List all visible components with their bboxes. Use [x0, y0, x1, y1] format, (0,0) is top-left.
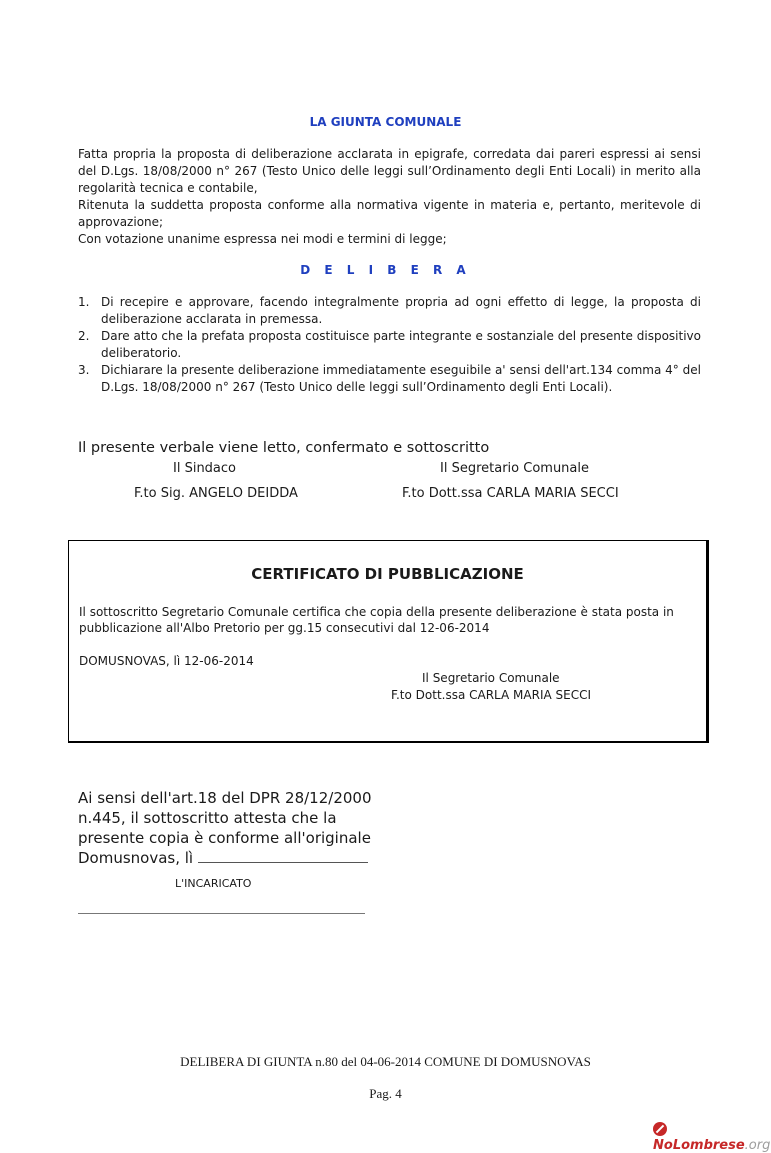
list-item-number: 1.	[78, 295, 90, 309]
list-item-number: 3.	[78, 363, 90, 377]
premise-paragraph: Fatta propria la proposta di deliberazione acclarata in epigrafe, corredata dai pareri espressi ai sensi del D.Lgs. 18/08/2000 n° 267 (Testo Unico delle leggi sull’Ordinamento degli Enti Locali) in merito alla regolarità tecnica e contabile,	[78, 147, 701, 195]
publication-certificate	[68, 540, 709, 743]
certificate-text: Il sottoscritto Segretario Comunale certifica che copia della presente deliberazione è stata posta in pubblicazione all'Albo Pretorio per gg.15 consecutivi dal 12-06-2014	[79, 605, 674, 635]
list-item-text: Dare atto che la prefata proposta costituisce parte integrante e sostanziale del presente dispositivo deliberatorio.	[101, 329, 701, 360]
sindaco-name: F.to Sig. ANGELO DEIDDA	[134, 486, 298, 501]
attestation-place-line	[78, 848, 378, 868]
page-number: Pag. 4	[369, 1086, 402, 1101]
list-item	[78, 362, 701, 396]
attestation-line: presente copia è conforme all'originale	[78, 829, 371, 847]
delibera-list	[78, 294, 701, 396]
conformity-attestation	[78, 788, 378, 868]
premise-paragraph: Con votazione unanime espressa nei modi e termini di legge;	[78, 232, 447, 246]
verbale-statement: Il presente verbale viene letto, confermato e sottoscritto	[78, 440, 490, 456]
segretario-name: F.to Dott.ssa CARLA MARIA SECCI	[402, 486, 619, 501]
date-blank	[198, 849, 368, 863]
certificate-signer-name: F.to Dott.ssa CARLA MARIA SECCI	[391, 688, 591, 702]
attestation-line: Ai sensi dell'art.18 del DPR 28/12/2000	[78, 789, 372, 807]
certificate-title: CERTIFICATO DI PUBBLICAZIONE	[251, 565, 524, 583]
list-item-text: Dichiarare la presente deliberazione immediatamente eseguibile a' sensi dell'art.134 comma 4° del D.Lgs. 18/08/2000 n° 267 (Testo Unico delle leggi sull’Ordinamento degli Enti Locali).	[101, 363, 701, 394]
signature-line	[78, 913, 365, 914]
list-item-text: Di recepire e approvare, facendo integralmente propria ad ogni effetto di legge, la proposta di deliberazione acclarata in premessa.	[101, 295, 701, 326]
sindaco-label: Il Sindaco	[173, 461, 237, 476]
certificate-signer-label: Il Segretario Comunale	[422, 671, 560, 685]
delibera-title: D E L I B E R A	[300, 263, 471, 277]
segretario-label: Il Segretario Comunale	[440, 461, 589, 476]
giunta-title: LA GIUNTA COMUNALE	[309, 115, 462, 129]
attestation-place: Domusnovas, lì	[78, 849, 194, 867]
watermark-logo: NoLombrese.org	[653, 1122, 771, 1153]
attestation-line: n.445, il sottoscritto attesta che la	[78, 809, 337, 827]
giunta-premises	[78, 146, 701, 248]
list-item	[78, 328, 701, 362]
premise-paragraph: Ritenuta la suddetta proposta conforme alla normativa vigente in materia e, pertanto, meritevole di approvazione;	[78, 198, 701, 229]
list-item	[78, 294, 701, 328]
document-footer: DELIBERA DI GIUNTA n.80 del 04-06-2014 COMUNE DI DOMUSNOVAS	[180, 1054, 591, 1069]
incaricato-label: L'INCARICATO	[175, 877, 252, 890]
list-item-number: 2.	[78, 329, 90, 343]
certificate-place-date: DOMUSNOVAS, lì 12-06-2014	[79, 654, 254, 668]
no-sign-icon	[653, 1122, 667, 1136]
